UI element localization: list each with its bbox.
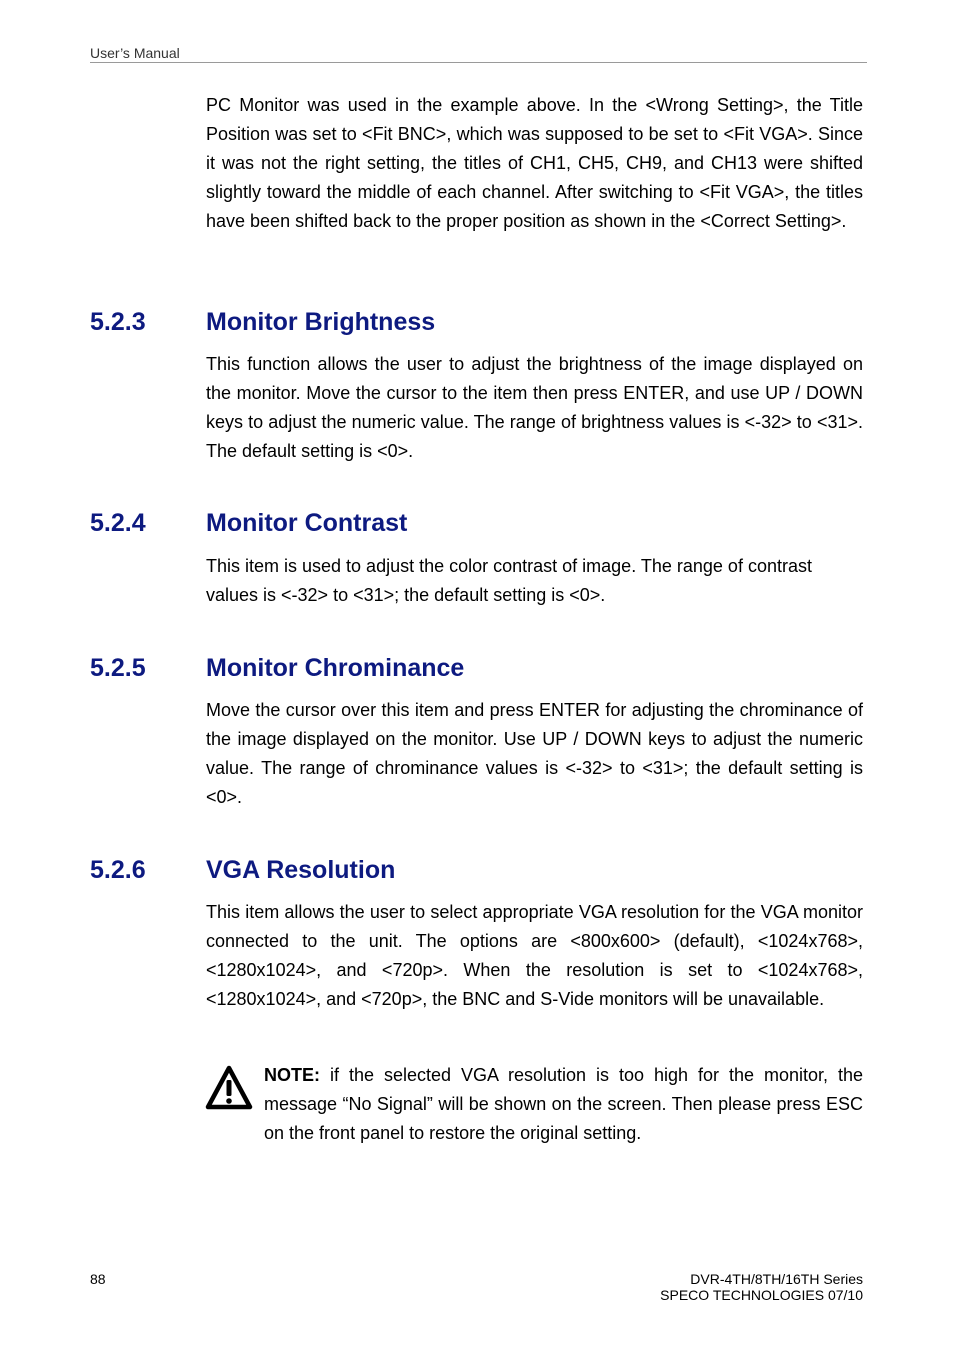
section-heading-contrast [90,508,407,538]
section-body-chrominance: Move the cursor over this item and press ENTER for adjusting the chrominance of the image displayed on the monitor. Use UP / DOWN keys to adjust the numeric value. The range of chrominance values is <-32> to <31>; the default setting is <0>. [206,700,863,807]
section-body-contrast: This item is used to adjust the color contrast of image. The range of contrast values is <-32> to <31>; the default setting is <0>. [206,556,812,605]
section-title: Monitor Chrominance [206,654,465,682]
running-header: User’s Manual [90,44,867,63]
intro-paragraph: PC Monitor was used in the example above. In the <Wrong Setting>, the Title Position was set to <Fit BNC>, which was supposed to be set to <Fit VGA>. Since it was not the right setting, the titles of CH1, CH5, CH9, and CH13 were shifted slightly toward the middle of each channel. After switching to <Fit VGA>, the titles have been shifted back to the proper position as shown in the <Correct Setting>. [206,95,863,231]
section-number: 5.2.3 [90,308,146,336]
section-heading-chrominance [90,653,464,683]
section-heading-brightness [90,307,435,337]
section-body-vga-resolution: This item allows the user to select appropriate VGA resolution for the VGA monitor connected to the unit. The options are <800x600> (default), <1024x768>, <1280x1024>, and <720p>. When the resolution is set to <1024x768>, <1280x1024>, and <720p>, the BNC and S-Vide monitors will be unavailable. [206,902,863,1009]
footer-info [660,1271,863,1303]
section-title: Monitor Contrast [206,509,408,537]
footer-company: SPECO TECHNOLOGIES 07/10 [660,1287,863,1303]
section-number: 5.2.4 [90,509,146,537]
section-heading-vga-resolution [90,855,395,885]
section-title: Monitor Brightness [206,308,436,336]
section-number: 5.2.5 [90,654,146,682]
section-body-brightness: This function allows the user to adjust the brightness of the image displayed on the monitor. Move the cursor to the item then press ENTER, and use UP / DOWN keys to adjust the numeric value. The range of brightness values is <-32> to <31>. The default setting is <0>. [206,354,863,461]
note-paragraph [264,1061,863,1148]
footer-series: DVR-4TH/8TH/16TH Series [690,1271,863,1287]
note-label: NOTE: [264,1065,320,1085]
note-text: if the selected VGA resolution is too high for the monitor, the message “No Signal” will be shown on the screen. Then please press ESC on the front panel to restore the original setting. [264,1065,863,1143]
section-title: VGA Resolution [206,856,396,884]
page-number: 88 [90,1271,106,1287]
section-number: 5.2.6 [90,856,146,884]
warning-icon [205,1065,253,1111]
